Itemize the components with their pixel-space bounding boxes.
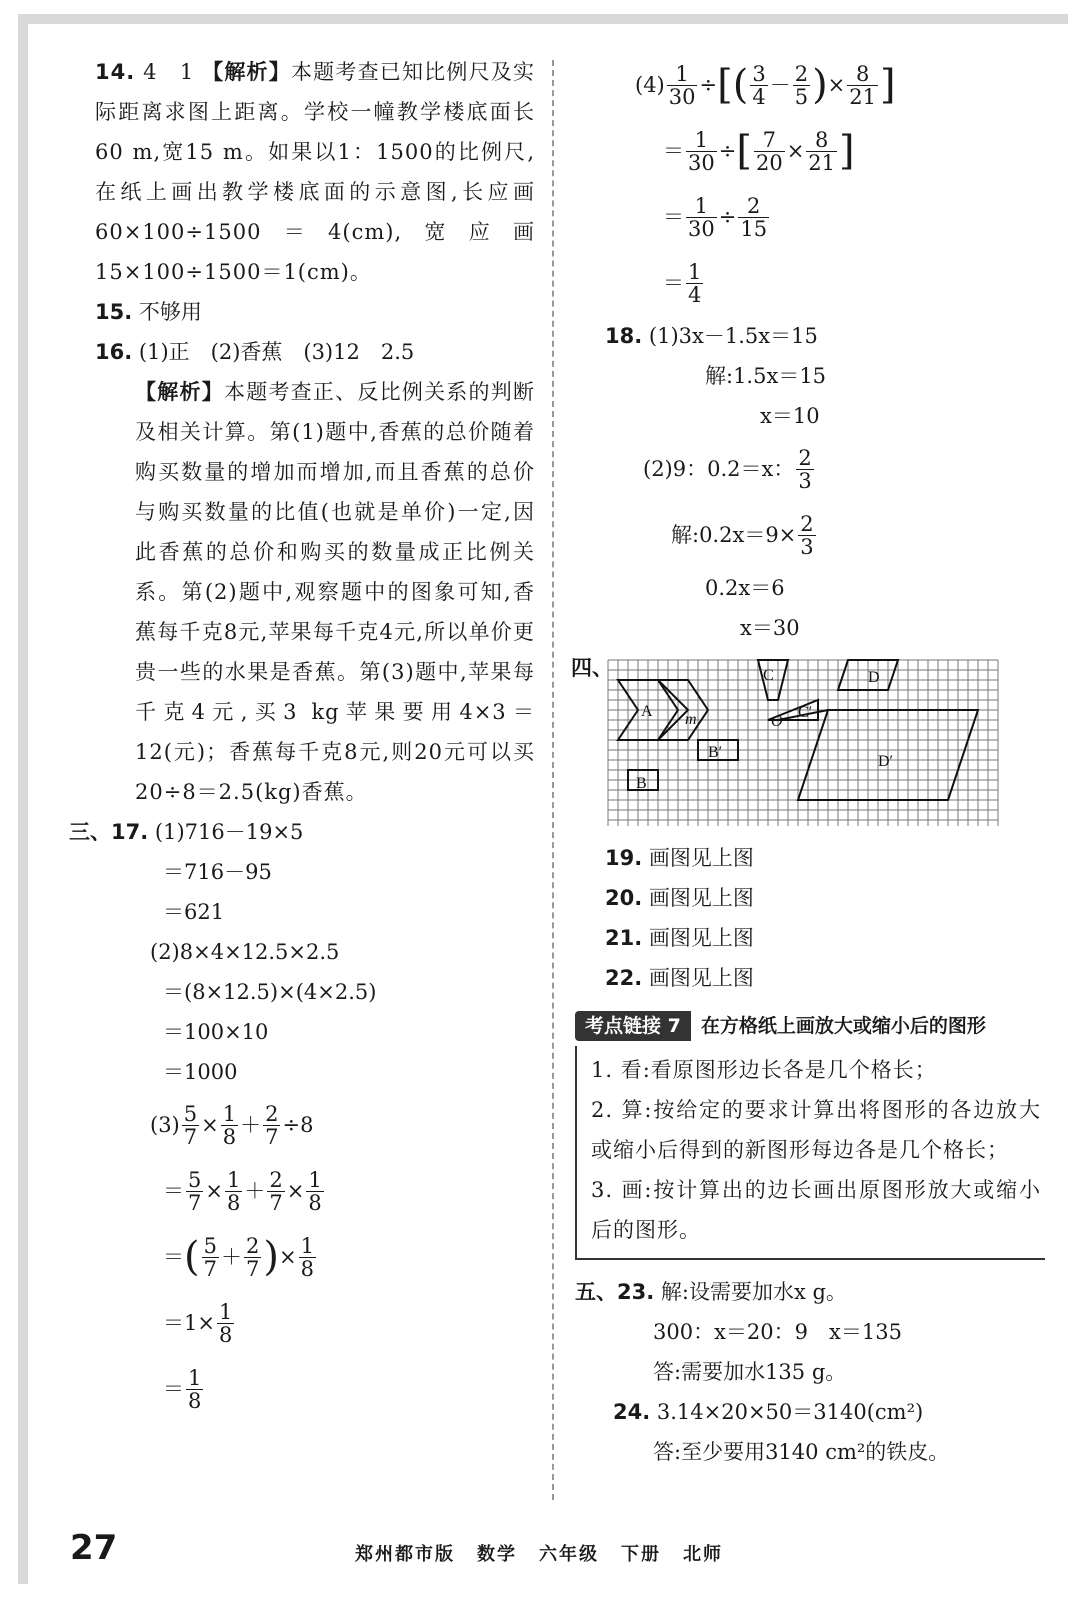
question-17-p3-l5: ＝ $\frac{1}{8}$ bbox=[163, 1365, 202, 1413]
question-17-p2-l1: (2)8×4×12.5×2.5 bbox=[150, 940, 340, 964]
fraction: $\frac{2}{7}$ bbox=[265, 1101, 279, 1149]
question-18-l3: x＝10 bbox=[760, 404, 820, 428]
column-divider bbox=[552, 60, 554, 1500]
question-17-p3-l3: ＝ ( $\frac{5}{7}$ ＋ $\frac{2}{7}$ ) × $\frac{1}{8}$ bbox=[163, 1233, 314, 1281]
question-17-p1-l2: ＝716－95 bbox=[163, 860, 272, 884]
question-18-l2: 解:1.5x＝15 bbox=[705, 364, 827, 388]
question-17-p4-l2: ＝ $\frac{1}{30}$ ÷ [ $\frac{7}{20}$ × $\frac{8}{21}$ ] bbox=[663, 127, 855, 175]
footer bbox=[0, 1528, 1075, 1578]
label-o: O bbox=[771, 713, 783, 730]
question-17-p2-l2: ＝(8×12.5)×(4×2.5) bbox=[163, 980, 377, 1004]
label-d2: D′ bbox=[878, 753, 894, 770]
kaodian-item: 3. 画:按计算出的边长画出原图形放大或缩小后的图形。 bbox=[591, 1178, 1041, 1242]
question-17-p4-l3: ＝ $\frac{1}{30}$ ÷ $\frac{2}{15}$ bbox=[663, 193, 768, 241]
question-14: 14. 4 1 【解析】本题考查已知比例尺及实际距离求图上距离。学校一幢教学楼底面长60 m,宽15 m。如果以1：1500的比例尺,在纸上画出教学楼底面的示意图,长应画60×100÷1500＝4(cm),宽应画15×100÷1500＝1(cm)。 bbox=[95, 59, 536, 284]
question-24-l2: 答:至少要用3140 cm²的铁皮。 bbox=[653, 1440, 950, 1464]
question-17-p1-l1: 三、17. (1)716－19×5 bbox=[69, 820, 304, 844]
answer-20: 20. 画图见上图 bbox=[605, 886, 754, 910]
label-c: C bbox=[763, 667, 774, 684]
left-column bbox=[69, 52, 536, 1422]
question-16-analysis: 【解析】本题考查正、反比例关系的判断及相关计算。第(1)题中,香蕉的总价随着购买数量的增加而增加,而且香蕉的总价与购买数量的比值(也就是单价)一定,因此香蕉的总价和购买的数量成正比例关系。第(2)题中,观察题中的图象可知,香蕉每千克8元,苹果每千克4元,所以单价更贵一些的水果是香蕉。第(3)题中,苹果每千克4元,买3 kg苹果要用4×3＝12(元)；香蕉每千克8元,则20元可以买20÷8＝2.5(kg)香蕉。 bbox=[135, 379, 536, 804]
label-b: B bbox=[636, 775, 647, 792]
question-17-p4-l4: ＝ $\frac{1}{4}$ bbox=[663, 259, 702, 307]
question-18-l4: (2)9：0.2＝x： $\frac{2}{3}$ bbox=[643, 445, 812, 493]
question-17-p3-l1: (3) $\frac{5}{7}$ × $\frac{1}{8}$ ＋ $\frac{2}{7}$ ÷ 8 bbox=[150, 1101, 314, 1149]
footer-info: 郑州都市版 数学 六年级 下册 北师 bbox=[355, 1544, 723, 1565]
page-number: 27 bbox=[70, 1528, 118, 1568]
label-d: D bbox=[868, 669, 880, 686]
section-4-figure: 四、 A m B B′ C C′ O D D′ bbox=[575, 654, 1045, 832]
right-column bbox=[571, 52, 1045, 1472]
kaodian-item: 2. 算:按给定的要求计算出将图形的各边放大或缩小后得到的新图形每边各是几个格长； bbox=[591, 1098, 1041, 1162]
question-17-p3-l4: ＝ 1 × $\frac{1}{8}$ bbox=[163, 1299, 233, 1347]
question-18-l7: x＝30 bbox=[740, 616, 800, 640]
question-24-l1: 24. 3.14×20×50＝3140(cm²) bbox=[613, 1400, 924, 1424]
kaodian-box bbox=[575, 1046, 1045, 1260]
question-16-answer: 16. (1)正 (2)香蕉 (3)12 2.5 bbox=[95, 340, 415, 364]
question-18-l1: 18. (1)3x－1.5x＝15 bbox=[605, 324, 818, 348]
question-23-l2: 300：x＝20：9 x＝135 bbox=[653, 1320, 902, 1344]
question-17-p4-l1: (4) $\frac{1}{30}$ ÷ [ ( $\frac{3}{4}$ － $\frac{2}{5}$ ) × $\frac{8}{21}$ ] bbox=[635, 61, 896, 109]
label-m: m bbox=[685, 711, 697, 728]
answer-22: 22. 画图见上图 bbox=[605, 966, 754, 990]
question-17-p2-l3: ＝100×10 bbox=[163, 1020, 269, 1044]
grid-figure bbox=[605, 654, 1015, 832]
answers-19-22 bbox=[575, 838, 1045, 998]
question-17-p1-l3: ＝621 bbox=[163, 900, 225, 924]
label-a: A bbox=[641, 703, 653, 720]
fraction: $\frac{1}{8}$ bbox=[222, 1101, 237, 1149]
question-23-l3: 答:需要加水135 g。 bbox=[653, 1360, 847, 1384]
kaodian-badge: 考点链接 7 bbox=[575, 1011, 691, 1041]
question-23-l1: 五、23. 解:设需要加水x g。 bbox=[575, 1280, 847, 1304]
answer-19: 19. 画图见上图 bbox=[605, 846, 754, 870]
label-b2: B′ bbox=[708, 744, 723, 761]
question-18-l5: 解:0.2x＝9× $\frac{2}{3}$ bbox=[671, 511, 814, 559]
kaodian-item: 1. 看:看原图形边长各是几个格长； bbox=[591, 1058, 937, 1082]
kaodian-header bbox=[575, 1006, 1045, 1046]
answer-21: 21. 画图见上图 bbox=[605, 926, 754, 950]
label-c2: C′ bbox=[798, 704, 813, 721]
kaodian-title: 在方格纸上画放大或缩小后的图形 bbox=[700, 1015, 986, 1037]
question-15: 15. 不够用 bbox=[95, 300, 202, 324]
question-18-l6: 0.2x＝6 bbox=[705, 576, 785, 600]
fraction: $\frac{5}{7}$ bbox=[183, 1101, 198, 1149]
question-17-p3-l2: ＝ $\frac{5}{7}$ × $\frac{1}{8}$ ＋ $\frac{2}{7}$ × $\frac{1}{8}$ bbox=[163, 1167, 322, 1215]
question-17-p2-l4: ＝1000 bbox=[163, 1060, 238, 1084]
